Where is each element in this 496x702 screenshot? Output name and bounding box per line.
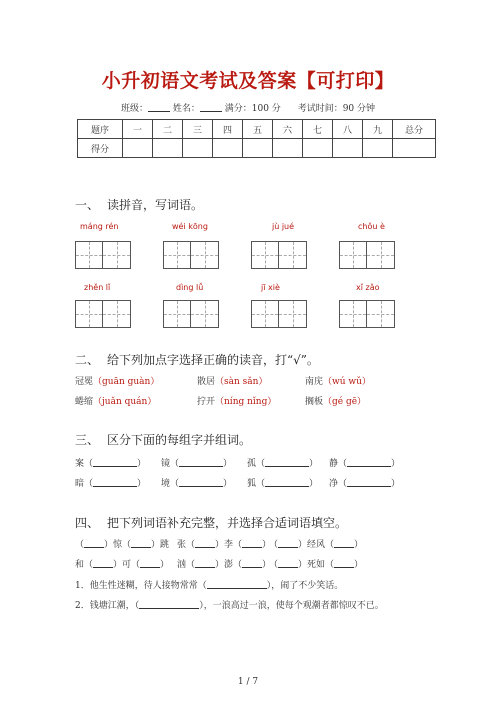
page-title: 小升初语文考试及答案【可打印】 <box>101 70 395 92</box>
idiom-part: ） <box>160 560 170 570</box>
sentence-text: ），闹了不少笑话。 <box>266 581 344 591</box>
score-table-header <box>78 120 436 139</box>
exam-time: 考试时间：90 分钟 <box>297 104 376 114</box>
answer-blank[interactable] <box>195 558 215 568</box>
idiom-part: 和（ <box>75 560 94 570</box>
tianzi-grid[interactable] <box>251 300 307 328</box>
character: 境 <box>161 479 171 489</box>
character: 静 <box>329 459 339 469</box>
character: 镜 <box>161 459 171 469</box>
idiom-part: ） <box>262 560 272 570</box>
score-cell[interactable] <box>123 139 153 158</box>
name-label: 姓名： <box>172 104 200 114</box>
answer-blank[interactable] <box>179 477 223 487</box>
header-cell: 九 <box>363 120 393 139</box>
score-cell[interactable] <box>213 139 243 158</box>
group-row: 暗（ ） 境（ ） 狐（ ） 净（ ） <box>75 479 401 489</box>
score-cell[interactable] <box>393 139 436 158</box>
header-cell: 题序 <box>78 120 123 139</box>
sentence-text: 1．他生性迷糊，待人接物常常（ <box>75 581 207 591</box>
section-number: 一、 <box>75 198 100 212</box>
pinyin: jī xiè <box>261 283 280 292</box>
idiom-part: ）跳 <box>151 540 170 550</box>
header-cell: 二 <box>153 120 183 139</box>
idiom-part: ）惊（ <box>104 540 132 550</box>
pronounce-row <box>75 394 366 407</box>
pinyin-options[interactable]: （juǎn quán） <box>93 397 157 407</box>
pinyin-options[interactable]: （wú wǔ） <box>323 377 371 387</box>
answer-blank[interactable] <box>140 558 160 568</box>
pinyin-options[interactable]: （gé gē） <box>323 397 367 407</box>
score-cell[interactable] <box>153 139 183 158</box>
answer-blank[interactable] <box>334 538 354 548</box>
page-number: 1 / 7 <box>237 677 259 687</box>
sentence-item <box>75 578 343 591</box>
header-cell: 四 <box>213 120 243 139</box>
word: 散居 <box>197 377 216 387</box>
score-table <box>77 119 436 158</box>
idiom-part: ）死如（ <box>298 560 335 570</box>
section-number: 二、 <box>75 353 100 367</box>
answer-blank[interactable] <box>139 599 199 609</box>
character: 案 <box>75 459 85 469</box>
section-title: 把下列词语补充完整，并选择合适词语填空。 <box>107 516 348 530</box>
header-cell: 六 <box>273 120 303 139</box>
idiom-part: （ <box>269 540 279 550</box>
idiom-part: 张（ <box>177 540 196 550</box>
idiom-part: ）李（ <box>215 540 243 550</box>
idiom-part: ）可（ <box>113 560 141 570</box>
answer-blank[interactable] <box>242 538 262 548</box>
pinyin-options[interactable]: （sàn sǎn） <box>215 377 268 387</box>
idiom-row <box>75 557 363 570</box>
section-heading <box>75 196 203 213</box>
section-number: 四、 <box>75 516 100 530</box>
header-cell: 七 <box>303 120 333 139</box>
idiom-part: （ <box>75 540 85 550</box>
row-label: 得分 <box>78 139 123 158</box>
sentence-text: ），一浪高过一浪，使每个观潮者都惊叹不已。 <box>199 601 384 611</box>
word: 拧开 <box>197 397 216 407</box>
idiom-part: （ <box>269 560 279 570</box>
tianzi-grid[interactable] <box>163 300 219 328</box>
tianzi-grid[interactable] <box>163 241 219 269</box>
character: 净 <box>329 479 339 489</box>
header-cell: 八 <box>333 120 363 139</box>
pinyin-options[interactable]: （níng nǐng） <box>215 397 277 407</box>
answer-blank[interactable] <box>242 558 262 568</box>
tianzi-grid[interactable] <box>251 241 307 269</box>
score-cell[interactable] <box>273 139 303 158</box>
header-cell: 五 <box>243 120 273 139</box>
exam-info <box>0 101 496 114</box>
idiom-part: ） <box>262 540 272 550</box>
character: 孤 <box>247 459 257 469</box>
answer-blank[interactable] <box>93 558 113 568</box>
pinyin-options[interactable]: （guān guàn） <box>93 377 160 387</box>
section-title: 读拼音，写词语。 <box>107 198 204 212</box>
word: 南庑 <box>305 377 324 387</box>
answer-blank[interactable] <box>334 558 354 568</box>
answer-blank[interactable] <box>179 457 223 467</box>
section-number: 三、 <box>75 433 100 447</box>
section-title: 给下列加点字选择正确的读音，打“√”。 <box>107 353 319 367</box>
class-label: 班级： <box>120 104 148 114</box>
pinyin: wéi kōng <box>172 222 208 231</box>
answer-blank[interactable] <box>347 457 391 467</box>
tianzi-grid[interactable] <box>339 241 395 269</box>
idiom-part: ）澎（ <box>215 560 243 570</box>
idiom-row <box>75 537 363 550</box>
header-cell: 一 <box>123 120 153 139</box>
answer-blank[interactable] <box>93 477 137 487</box>
pronounce-row <box>75 374 371 387</box>
pinyin: dìng lǚ <box>176 283 204 292</box>
answer-blank[interactable] <box>278 538 298 548</box>
word: 搁板 <box>305 397 324 407</box>
pinyin: chǒu è <box>358 222 385 231</box>
sentence-text: 2．钱塘江潮，（ <box>75 601 140 611</box>
group-row: 案（ ） 镜（ ） 孤（ ） 静（ ） <box>75 459 401 469</box>
section-heading <box>75 351 319 368</box>
answer-blank[interactable] <box>93 457 137 467</box>
sentence-item <box>75 598 384 611</box>
section-heading <box>75 514 347 531</box>
idiom-part: ） <box>354 560 364 570</box>
score-cell[interactable] <box>333 139 363 158</box>
tianzi-grid[interactable] <box>75 241 131 269</box>
answer-blank[interactable] <box>265 457 309 467</box>
idiom-part: 汹（ <box>177 560 196 570</box>
pinyin: máng rén <box>80 222 119 231</box>
character: 狐 <box>247 479 257 489</box>
header-cell: 总分 <box>393 120 436 139</box>
class-blank <box>148 102 170 112</box>
idiom-part: ） <box>354 540 364 550</box>
section-title: 区分下面的每组字并组词。 <box>107 433 252 447</box>
score-cell[interactable] <box>243 139 273 158</box>
word: 蜷缩 <box>75 397 94 407</box>
answer-blank[interactable] <box>207 579 267 589</box>
answer-blank[interactable] <box>265 477 309 487</box>
answer-blank[interactable] <box>278 558 298 568</box>
answer-blank[interactable] <box>347 477 391 487</box>
answer-blank[interactable] <box>131 538 151 548</box>
answer-blank[interactable] <box>195 538 215 548</box>
section-heading <box>75 431 251 448</box>
full-score: 满分：100 分 <box>224 104 281 114</box>
character: 暗 <box>75 479 85 489</box>
tianzi-grid[interactable] <box>339 300 395 328</box>
tianzi-grid[interactable] <box>75 300 131 328</box>
header-cell: 三 <box>183 120 213 139</box>
name-blank <box>200 102 222 112</box>
pinyin: jù jué <box>272 222 295 231</box>
score-cell[interactable] <box>303 139 333 158</box>
idiom-part: ）经风（ <box>298 540 335 550</box>
word: 冠冕 <box>75 377 94 387</box>
score-table-row <box>78 139 436 158</box>
answer-blank[interactable] <box>84 538 104 548</box>
pinyin: xǐ zǎo <box>356 283 380 292</box>
pinyin: zhěn lǐ <box>84 283 111 292</box>
score-cell[interactable] <box>183 139 213 158</box>
score-cell[interactable] <box>363 139 393 158</box>
